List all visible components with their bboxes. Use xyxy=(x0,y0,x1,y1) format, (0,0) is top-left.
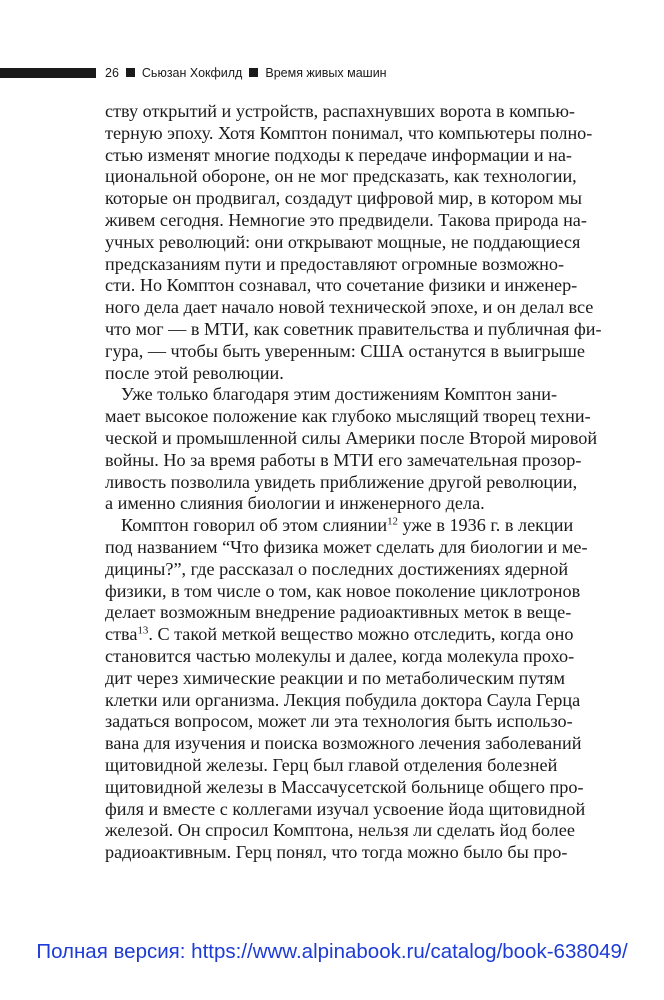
text-line: мает высокое положение как глубоко мыслящий творец техни- xyxy=(105,406,591,427)
text-line: после этой революции. xyxy=(105,362,284,383)
text-line: задаться вопросом, может ли эта технология быть использо- xyxy=(105,711,573,732)
text-line: ства$^{13}$. С такой меткой вещество можно отследить, когда оно xyxy=(105,624,574,645)
text-line: делает возможным внедрение радиоактивных меток в веще- xyxy=(105,602,572,623)
paragraph-1 xyxy=(105,101,602,384)
text-line: которые он продвигал, создадут цифровой мир, в котором мы xyxy=(105,188,582,209)
text-line: железой. Он спросил Комптона, нельзя ли сделать йод более xyxy=(105,820,575,841)
text-line: предсказаниям пути и предоставляют огромные возможно- xyxy=(105,253,565,274)
text-line: под названием “Что физика может сделать для биологии и ме- xyxy=(105,536,588,557)
separator-square-icon xyxy=(249,68,258,77)
text-line: щитовидной железы в Массачусетской больнице общего про- xyxy=(105,776,584,797)
page-number: 26 xyxy=(105,66,119,80)
text-line: Комптон говорил об этом слиянии$^{12}$ уже в 1936 г. в лекции xyxy=(121,515,574,536)
separator-square-icon xyxy=(126,68,135,77)
footnote-ref: 12 xyxy=(387,515,398,528)
text-line: клетки или организма. Лекция побудила доктора Саула Герца xyxy=(105,689,581,710)
text-line: становится частью молекулы и далее, когда молекула прохо- xyxy=(105,645,575,666)
text-line: живем сегодня. Немногие это предвидели. Такова природа на- xyxy=(105,209,587,230)
text-line: сти. Но Комптон сознавал, что сочетание физики и инженер- xyxy=(105,275,578,296)
text-line: терную эпоху. Хотя Комптон понимал, что компьютеры полно- xyxy=(105,122,593,143)
header-bar xyxy=(0,68,96,78)
text-line: щитовидной железы. Герц был главой отделения болезней xyxy=(105,754,558,775)
text-line: учных революций: они открывают мощные, не поддающиеся xyxy=(105,231,581,252)
text-line: войны. Но за время работы в МТИ его замечательная прозор- xyxy=(105,449,582,470)
text-line: циональной обороне, он не мог предсказать, как технологии, xyxy=(105,166,577,187)
text-line: дицины?”, где рассказал о последних достижениях ядерной xyxy=(105,558,569,579)
text-line: что мог — в МТИ, как советник правительства и публичная фи- xyxy=(105,318,602,339)
text-line: ливость позволила увидеть приближение другой революции, xyxy=(105,471,578,492)
running-head xyxy=(105,64,387,82)
text-line: ного дела дает начало новой технической эпохе, и он делал все xyxy=(105,297,594,318)
text-line: ству открытий и устройств, распахнувших ворота в компью- xyxy=(105,101,575,121)
text-line: Уже только благодаря этим достижениям Комптон зани- xyxy=(121,384,558,405)
text-line: стью изменят многие подходы к передаче информации и на- xyxy=(105,144,572,165)
paragraph-3 xyxy=(105,515,595,864)
text-line: дит через химические реакции и по метаболическим путям xyxy=(105,667,566,688)
author-name: Сьюзан Хокфилд xyxy=(141,66,243,80)
text-line: физики, в том числе о том, как новое поколение циклотронов xyxy=(105,580,581,601)
text-line: филя и вместе с коллегами изучал усвоение йода щитовидной xyxy=(105,798,586,819)
footnote-ref: 13 xyxy=(137,624,149,637)
text-line: вана для изучения и поиска возможного лечения заболеваний xyxy=(105,733,582,754)
full-version-link[interactable]: Полная версия: https://www.alpinabook.ru/catalog/book-638049/ xyxy=(36,940,628,963)
book-title: Время живых машин xyxy=(265,66,387,80)
text-line: а именно слияния биологии и инженерного дела. xyxy=(105,493,485,514)
paragraph-2 xyxy=(105,384,598,515)
text-line: радиоактивным. Герц понял, что тогда можно было бы про- xyxy=(105,842,568,863)
text-line: гура, — чтобы быть уверенным: США останутся в выигрыше xyxy=(105,340,585,361)
body-text xyxy=(105,101,602,864)
text-line: ческой и промышленной силы Америки после Второй мировой xyxy=(105,427,598,448)
